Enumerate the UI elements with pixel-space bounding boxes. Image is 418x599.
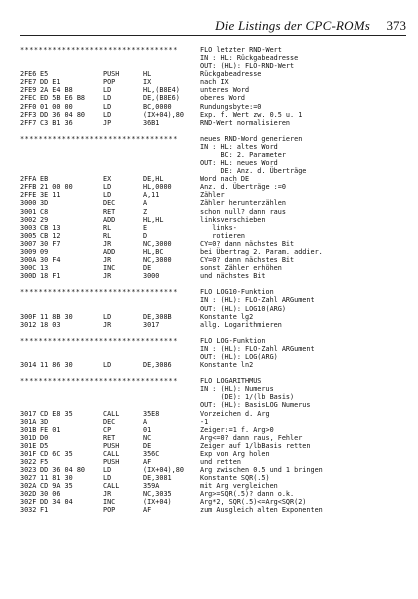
operands: AF <box>143 506 152 515</box>
operands: IX <box>143 78 152 87</box>
address: 2FFE <box>20 191 37 200</box>
listing-line <box>0 240 418 248</box>
comment: OUT: (HL): LOG(ARG) <box>200 352 278 361</box>
listing-line <box>0 46 418 54</box>
comment: rotieren <box>200 231 246 240</box>
hex-bytes: CD 9A 35 <box>40 482 73 491</box>
page-header <box>0 0 418 38</box>
hex-bytes: 2A E4 B8 <box>40 86 73 95</box>
mnemonic: CALL <box>103 449 120 458</box>
hex-bytes: CB 13 <box>40 223 61 232</box>
mnemonic: JP <box>103 118 112 127</box>
address: 301A <box>20 417 37 426</box>
listing-line <box>0 345 418 353</box>
hex-bytes: FE 01 <box>40 425 61 434</box>
listing-line <box>0 159 418 167</box>
listing-line <box>0 466 418 474</box>
mnemonic: CALL <box>103 409 120 418</box>
mnemonic: JR <box>103 256 112 265</box>
mnemonic: CP <box>103 425 112 434</box>
hex-bytes: 18 03 <box>40 320 61 329</box>
listing-line <box>0 296 418 304</box>
hex-bytes: 01 00 00 <box>40 102 73 111</box>
address: 301D <box>20 433 37 442</box>
mnemonic: DEC <box>103 417 116 426</box>
hex-bytes: CD 6C 35 <box>40 449 73 458</box>
listing-line <box>0 70 418 78</box>
separator-stars: ********************************** <box>20 377 178 386</box>
hex-bytes: 3D <box>40 199 49 208</box>
address: 301E <box>20 441 37 450</box>
comment: IN : (HL): Numerus <box>200 385 274 394</box>
address: 3001 <box>20 207 37 216</box>
comment: Konstante SQR(.5) <box>200 474 270 483</box>
address: 3009 <box>20 247 37 256</box>
listing-line <box>0 143 418 151</box>
comment: Anz. d. Überträge :=0 <box>200 183 286 192</box>
comment: Rückgabeadresse <box>200 70 262 79</box>
comment: Arg*2, SQR(.5)<=Arg<SQR(2) <box>200 498 307 507</box>
address: 300F <box>20 312 37 321</box>
hex-bytes: F1 <box>40 506 49 515</box>
hex-bytes: E5 <box>40 70 49 79</box>
listing-line <box>0 410 418 418</box>
hex-bytes: DD 36 04 80 <box>40 110 86 119</box>
mnemonic: ADD <box>103 247 116 256</box>
listing-line <box>0 191 418 199</box>
mnemonic: JR <box>103 239 112 248</box>
listing-line <box>0 135 418 143</box>
comment: Konstante ln2 <box>200 361 254 370</box>
hex-bytes: 21 00 00 <box>40 183 73 192</box>
separator-stars: ********************************** <box>20 288 178 297</box>
address: 2FFA <box>20 175 37 184</box>
listing-line <box>0 490 418 498</box>
address: 3003 <box>20 223 37 232</box>
address: 300C <box>20 264 37 273</box>
listing-line <box>0 305 418 313</box>
listing-line <box>0 337 418 345</box>
listing-line <box>0 264 418 272</box>
listing-line <box>0 86 418 94</box>
listing-line <box>0 377 418 385</box>
listing-line <box>0 232 418 240</box>
hex-bytes: CD E8 35 <box>40 409 73 418</box>
listing-line <box>0 54 418 62</box>
hex-bytes: 3E 11 <box>40 191 61 200</box>
separator-stars: ********************************** <box>20 134 178 143</box>
hex-bytes: 13 <box>40 264 49 273</box>
operands: DE,HL <box>143 175 164 184</box>
listing-line <box>0 208 418 216</box>
listing-line <box>0 426 418 434</box>
address: 3000 <box>20 199 37 208</box>
hex-bytes: C3 B1 36 <box>40 118 73 127</box>
hex-bytes: 09 <box>40 247 49 256</box>
mnemonic: RET <box>103 433 116 442</box>
operands: 3017 <box>143 320 160 329</box>
comment: IN : HL: Rückgabeadresse <box>200 54 299 63</box>
operands: 35E8 <box>143 409 160 418</box>
operands: 359A <box>143 482 160 491</box>
mnemonic: RET <box>103 207 116 216</box>
listing-line <box>0 78 418 86</box>
listing-line <box>0 119 418 127</box>
assembly-listing <box>0 46 418 515</box>
operands: 356C <box>143 449 160 458</box>
mnemonic: LD <box>103 191 112 200</box>
listing-line <box>0 506 418 514</box>
listing-line <box>0 224 418 232</box>
mnemonic: JR <box>103 320 112 329</box>
mnemonic: LD <box>103 110 112 119</box>
mnemonic: PUSH <box>103 70 120 79</box>
operands: A,11 <box>143 191 160 200</box>
comment: Vorzeichen d. Arg <box>200 409 270 418</box>
listing-line <box>0 474 418 482</box>
comment: (DE): 1/(lb Basis) <box>200 393 295 402</box>
comment: und nächstes Bit <box>200 272 266 281</box>
listing-line <box>0 498 418 506</box>
operands: HL,BC <box>143 247 164 256</box>
operands: NC,3000 <box>143 239 172 248</box>
address: 300D <box>20 272 37 281</box>
separator-stars: ********************************** <box>20 336 178 345</box>
listing-line <box>0 272 418 280</box>
listing-line <box>0 482 418 490</box>
comment: BC: 2. Parameter <box>200 151 286 160</box>
hex-bytes: 30 06 <box>40 490 61 499</box>
operands: NC,3035 <box>143 490 172 499</box>
hex-bytes: EB <box>40 175 49 184</box>
address: 301F <box>20 449 37 458</box>
operands: NC <box>143 433 152 442</box>
comment: RND-Wert normalisieren <box>200 118 291 127</box>
operands: 3000 <box>143 272 160 281</box>
operands: DE,3086 <box>143 361 172 370</box>
operands: (IX+04),80 <box>143 110 184 119</box>
mnemonic: JR <box>103 272 112 281</box>
mnemonic: DEC <box>103 199 116 208</box>
mnemonic: LD <box>103 312 112 321</box>
hex-bytes: DD 34 04 <box>40 498 73 507</box>
address: 3005 <box>20 231 37 240</box>
comment: DE: Anz. d. Überträge <box>200 167 307 176</box>
hex-bytes: DD 36 04 80 <box>40 466 86 475</box>
mnemonic: LD <box>103 86 112 95</box>
address: 3022 <box>20 457 37 466</box>
operands: 01 <box>143 425 152 434</box>
operands: BC,0000 <box>143 102 172 111</box>
address: 3023 <box>20 466 37 475</box>
listing-line <box>0 151 418 159</box>
comment: IN : (HL): FLO-Zahl ARGument <box>200 296 315 305</box>
operands: E <box>143 223 148 232</box>
listing-line <box>0 353 418 361</box>
running-title: Die Listings der CPC-ROMs <box>215 18 370 33</box>
listing-line <box>0 450 418 458</box>
listing-line <box>0 167 418 175</box>
mnemonic: PUSH <box>103 441 120 450</box>
address: 302A <box>20 482 37 491</box>
hex-bytes: D0 <box>40 433 49 442</box>
hex-bytes: 11 8B 30 <box>40 312 73 321</box>
operands: DE,3081 <box>143 474 172 483</box>
address: 2FF3 <box>20 110 37 119</box>
mnemonic: POP <box>103 78 116 87</box>
operands: DE <box>143 441 152 450</box>
comment: links- <box>200 223 237 232</box>
listing-line <box>0 418 418 426</box>
listing-line <box>0 288 418 296</box>
comment: Exp. f. Wert zw. 0.5 u. 1 <box>200 110 303 119</box>
comment: Konstante lg2 <box>200 312 254 321</box>
address: 3027 <box>20 474 37 483</box>
comment: FLO LOG10-Funktion <box>200 288 274 297</box>
listing-line <box>0 385 418 393</box>
mnemonic: LD <box>103 94 112 103</box>
address: 2FE9 <box>20 86 37 95</box>
mnemonic: PUSH <box>103 457 120 466</box>
listing-line <box>0 216 418 224</box>
comment: Arg<=0? dann raus, Fehler <box>200 433 303 442</box>
operands: A <box>143 417 148 426</box>
address: 300A <box>20 256 37 265</box>
comment: OUT: HL: neues Word <box>200 159 278 168</box>
operands: HL <box>143 70 152 79</box>
operands: HL,(B8E4) <box>143 86 180 95</box>
address: 302F <box>20 498 37 507</box>
address: 302D <box>20 490 37 499</box>
comment: IN : (HL): FLO-Zahl ARGument <box>200 344 315 353</box>
comment: CY=0? dann nächstes Bit <box>200 256 295 265</box>
operands: NC,3000 <box>143 256 172 265</box>
operands: HL,HL <box>143 215 164 224</box>
comment: Zähler herunterzählen <box>200 199 286 208</box>
operands: Z <box>143 207 148 216</box>
comment: sonst Zähler erhöhen <box>200 264 282 273</box>
comment: CY=0? dann nächstes Bit <box>200 239 295 248</box>
hex-bytes: 29 <box>40 215 49 224</box>
mnemonic: RL <box>103 223 112 232</box>
listing-line <box>0 199 418 207</box>
mnemonic: ADD <box>103 215 116 224</box>
address: 3007 <box>20 239 37 248</box>
operands: (IX+04) <box>143 498 172 507</box>
mnemonic: LD <box>103 183 112 192</box>
mnemonic: RL <box>103 231 112 240</box>
listing-line <box>0 183 418 191</box>
mnemonic: INC <box>103 498 116 507</box>
comment: Exp von Arg holen <box>200 449 270 458</box>
comment: FLO LOG-Funktion <box>200 336 266 345</box>
operands: A <box>143 199 148 208</box>
header-rule <box>20 35 406 36</box>
hex-bytes: CB 12 <box>40 231 61 240</box>
comment: Zeiger:=1 f. Arg>0 <box>200 425 274 434</box>
mnemonic: LD <box>103 102 112 111</box>
comment: OUT: (HL): BasisLOG Numerus <box>200 401 311 410</box>
hex-bytes: 30 F4 <box>40 256 61 265</box>
mnemonic: JR <box>103 490 112 499</box>
listing-line <box>0 62 418 70</box>
comment: bei Übertrag 2. Param. addier. <box>200 247 323 256</box>
listing-line <box>0 103 418 111</box>
mnemonic: LD <box>103 466 112 475</box>
comment: neues RND-Word generieren <box>200 134 303 143</box>
operands: DE,308B <box>143 312 172 321</box>
hex-bytes: D5 <box>40 441 49 450</box>
hex-bytes: F5 <box>40 457 49 466</box>
operands: DE,(B8E6) <box>143 94 180 103</box>
comment: schon null? dann raus <box>200 207 286 216</box>
listing-line <box>0 248 418 256</box>
comment: FLO letzter RND-Wert <box>200 46 282 54</box>
comment: Arg zwischen 0.5 und 1 bringen <box>200 466 323 475</box>
comment: linksverschieben <box>200 215 266 224</box>
comment: Zeiger auf 1/lbBasis retten <box>200 441 311 450</box>
address: 2FFB <box>20 183 37 192</box>
comment: Zähler <box>200 191 225 200</box>
address: 3032 <box>20 506 37 515</box>
address: 2FEC <box>20 94 37 103</box>
comment: IN : HL: altes Word <box>200 142 278 151</box>
listing-line <box>0 329 418 337</box>
listing-line <box>0 369 418 377</box>
listing-line <box>0 280 418 288</box>
mnemonic: LD <box>103 474 112 483</box>
address: 3017 <box>20 409 37 418</box>
hex-bytes: ED 5B E6 B8 <box>40 94 86 103</box>
listing-line <box>0 321 418 329</box>
mnemonic: INC <box>103 264 116 273</box>
comment: zum Ausgleich alten Exponenten <box>200 506 323 515</box>
comment: FLO LOGARITHMUS <box>200 377 262 386</box>
comment: Rundungsbyte:=0 <box>200 102 262 111</box>
operands: HL,0000 <box>143 183 172 192</box>
listing-line <box>0 401 418 409</box>
listing-line <box>0 361 418 369</box>
comment: mit Arg vergleichen <box>200 482 278 491</box>
listing-line <box>0 458 418 466</box>
hex-bytes: 3D <box>40 417 49 426</box>
listing-line <box>0 94 418 102</box>
comment: -1 <box>200 417 209 426</box>
separator-stars: ********************************** <box>20 46 178 54</box>
hex-bytes: 18 F1 <box>40 272 61 281</box>
comment: OUT: (HL): FLO-RND-Wert <box>200 62 295 71</box>
hex-bytes: 30 F7 <box>40 239 61 248</box>
comment: OUT: (HL): LOG10(ARG) <box>200 304 286 313</box>
address: 3014 <box>20 361 37 370</box>
operands: (IX+04),80 <box>143 466 184 475</box>
listing-line <box>0 111 418 119</box>
listing-line <box>0 434 418 442</box>
mnemonic: POP <box>103 506 116 515</box>
operands: AF <box>143 457 152 466</box>
operands: DE <box>143 264 152 273</box>
comment: oberes Word <box>200 94 246 103</box>
listing-line <box>0 442 418 450</box>
listing-line <box>0 313 418 321</box>
address: 3002 <box>20 215 37 224</box>
listing-line <box>0 127 418 135</box>
address: 301B <box>20 425 37 434</box>
address: 2FE6 <box>20 70 37 79</box>
address: 2FE7 <box>20 78 37 87</box>
mnemonic: CALL <box>103 482 120 491</box>
address: 2FF7 <box>20 118 37 127</box>
comment: nach IX <box>200 78 229 87</box>
hex-bytes: DD E1 <box>40 78 61 87</box>
hex-bytes: 11 81 30 <box>40 474 73 483</box>
operands: D <box>143 231 148 240</box>
comment: unteres Word <box>200 86 250 95</box>
address: 2FF0 <box>20 102 37 111</box>
hex-bytes: C8 <box>40 207 49 216</box>
mnemonic: LD <box>103 361 112 370</box>
comment: und retten <box>200 457 241 466</box>
comment: allg. Logarithmieren <box>200 320 282 329</box>
page-number: 373 <box>386 18 406 33</box>
hex-bytes: 11 86 30 <box>40 361 73 370</box>
listing-line <box>0 256 418 264</box>
operands: 36B1 <box>143 118 160 127</box>
comment: Arg>=SQR(.5)? dann o.k. <box>200 490 295 499</box>
mnemonic: EX <box>103 175 112 184</box>
listing-line <box>0 393 418 401</box>
address: 3012 <box>20 320 37 329</box>
comment: Word nach DE <box>200 175 250 184</box>
